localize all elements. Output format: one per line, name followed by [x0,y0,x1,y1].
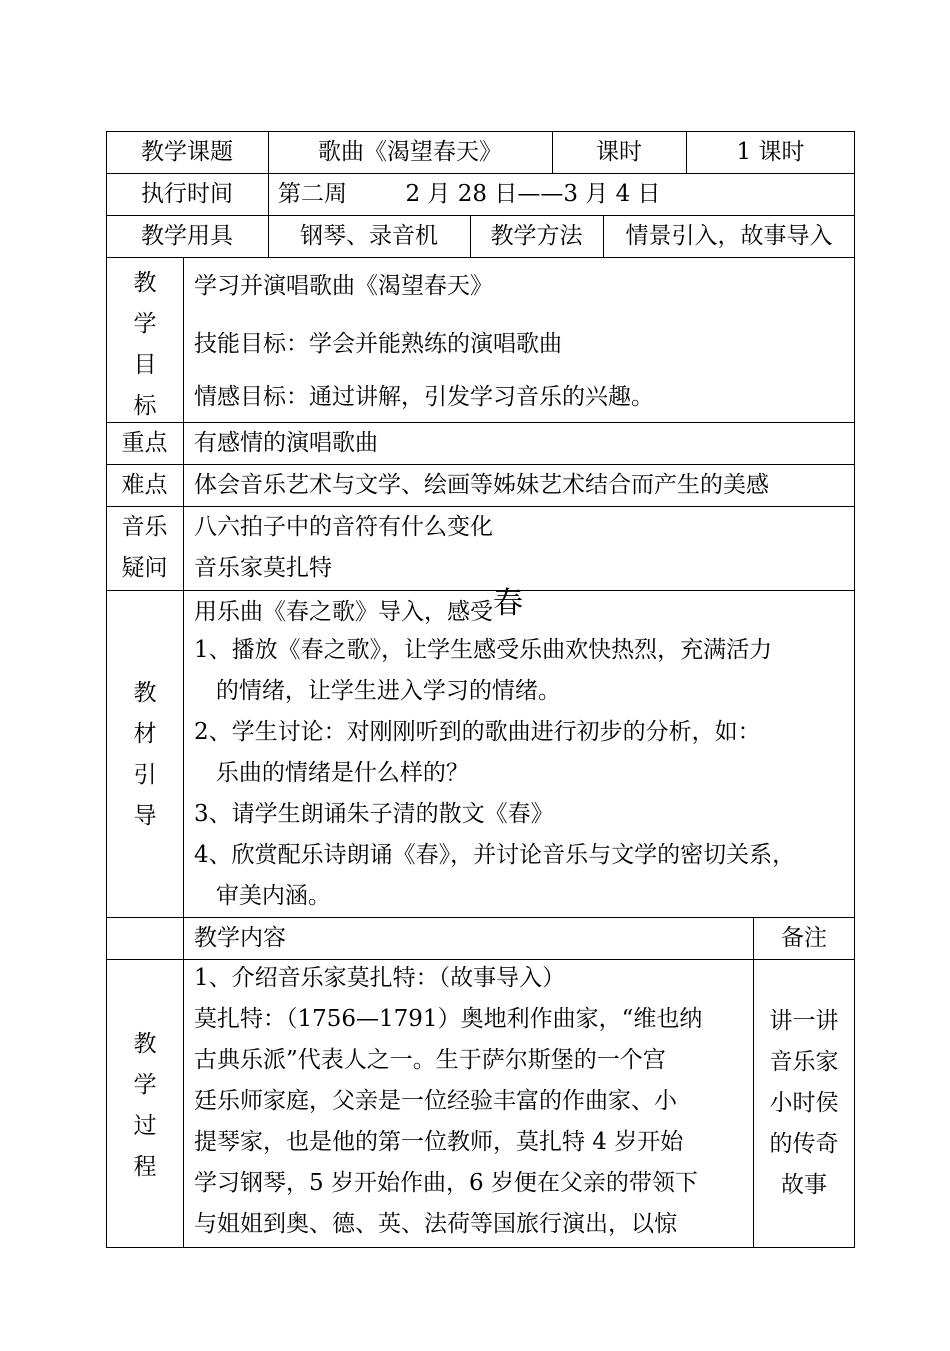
topic-value: 歌曲《渴望春天》 [318,139,502,165]
process-line: 古典乐派”代表人之一。生于萨尔斯堡的一个宫 [194,1047,666,1073]
row-divider [106,590,855,591]
period-value: 1 课时 [736,139,805,165]
process-note-line: 小时侯 [769,1090,839,1116]
content-label: 教学内容 [194,925,286,951]
intro-line: 用乐曲《春之歌》导入，感受春 [194,586,523,625]
intro-line: 审美内涵。 [194,883,331,909]
key-point-value: 有感情的演唱歌曲 [194,430,378,456]
process-line: 莫扎特：（1756—1791）奥地利作曲家，“维也纳 [194,1006,703,1032]
goals-label: 教 学 目 标 [133,270,157,419]
tools-label: 教学用具 [141,223,233,249]
intro-label: 教 材 引 导 [133,680,157,829]
goal-line: 技能目标：学会并能熟练的演唱歌曲 [194,331,562,357]
row-divider [106,464,855,465]
row-divider [106,422,855,423]
period-label: 课时 [596,139,642,165]
goal-line: 学习并演唱歌曲《渴望春天》 [194,273,493,299]
key-point-label: 重点 [121,430,168,456]
tools-value: 钢琴、录音机 [300,223,438,249]
process-line: 与姐姐到奥、德、英、法荷等国旅行演出，以惊 [194,1211,677,1237]
process-line: 廷乐师家庭，父亲是一位经验丰富的作曲家、小 [194,1088,677,1114]
time-label: 执行时间 [141,181,233,207]
process-note-line: 的传奇 [769,1131,839,1157]
row-divider [106,959,855,960]
intro-line: 3、请学生朗诵朱子清的散文《春》 [194,801,554,827]
row-divider [106,257,855,258]
intro-big-char: 春 [493,586,523,621]
questions-label-line: 音乐 [121,514,168,540]
note-label: 备注 [781,925,827,951]
process-label: 教 学 过 程 [133,1031,157,1180]
question-line: 音乐家莫扎特 [194,555,332,581]
question-line: 八六拍子中的音符有什么变化 [194,514,493,540]
intro-line: 4、欣赏配乐诗朗诵《春》，并讨论音乐与文学的密切关系， [194,842,796,868]
col-divider [183,257,184,1248]
process-line: 1、介绍音乐家莫扎特：（故事导入） [194,965,566,991]
row-divider [106,917,855,918]
process-note-line: 音乐家 [769,1049,839,1075]
row-divider [106,173,855,174]
process-line: 学习钢琴，5 岁开始作曲，6 岁便在父亲的带领下 [194,1170,698,1196]
goal-line: 情感目标：通过讲解，引发学习音乐的兴趣。 [194,384,654,410]
intro-line: 乐曲的情绪是什么样的？ [194,760,469,786]
intro-line: 2、学生讨论：对刚刚听到的歌曲进行初步的分析，如： [194,719,761,745]
process-note-line: 讲一讲 [769,1008,839,1034]
process-line: 提琴家，也是他的第一位教师，莫扎特 4 岁开始 [194,1129,684,1155]
process-note-line: 故事 [781,1172,827,1198]
intro-line: 的情绪，让学生进入学习的情绪。 [194,678,561,704]
row-divider [106,506,855,507]
time-value: 第二周 2 月 28 日——3 月 4 日 [278,181,661,207]
method-label: 教学方法 [490,223,583,249]
questions-label-line: 疑问 [121,555,168,581]
difficulty-value: 体会音乐艺术与文学、绘画等姊妹艺术结合而产生的美感 [194,472,769,498]
row-divider [106,215,855,216]
intro-line: 1、播放《春之歌》，让学生感受乐曲欢快热烈，充满活力 [194,637,773,663]
difficulty-label: 难点 [121,472,168,498]
topic-label: 教学课题 [141,139,233,165]
method-value: 情景引入，故事导入 [625,223,833,249]
